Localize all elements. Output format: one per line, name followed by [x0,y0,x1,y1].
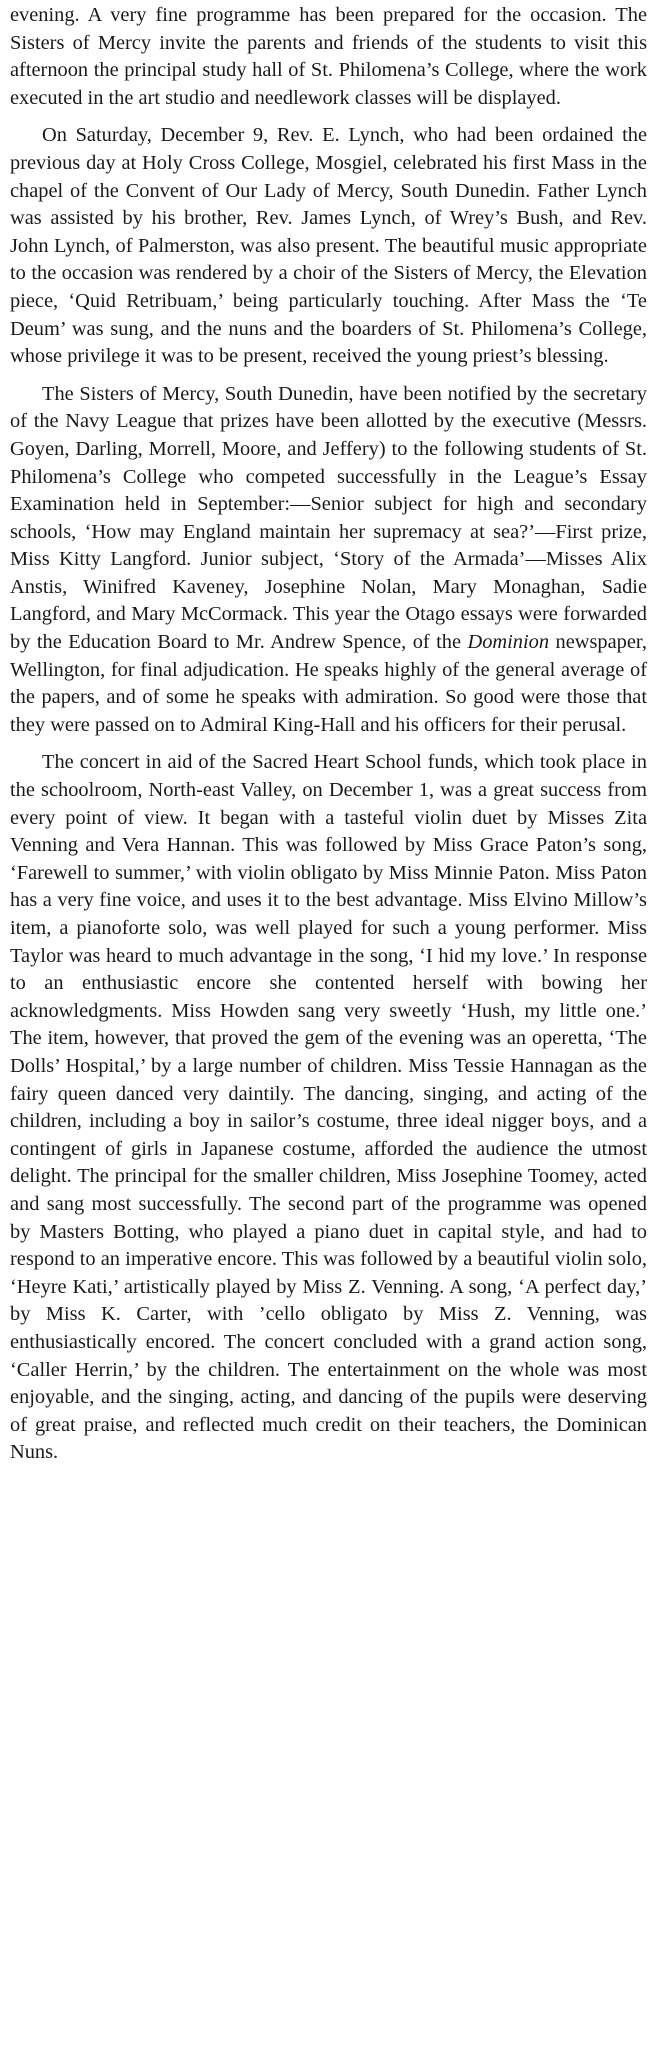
paragraph-sacred-heart-concert: The concert in aid of the Sacred Heart School funds, which took place in the schoolroom, North-east Valley, on December 1, was a great success from every point of view. It began with a tasteful violin duet by Misses Zita Venning and Vera Hannan. This was followed by Miss Grace Paton’s song, ‘Farewell to summer,’ with violin obligato by Miss Minnie Paton. Miss Paton has a very fine voice, and uses it to the best advantage. Miss Elvino Millow’s item, a pianoforte solo, was well played for such a young performer. Miss Taylor was heard to much advantage in the song, ‘I hid my love.’ In response to an enthusiastic encore she contented herself with bowing her acknowledgments. Miss Howden sang very sweetly ‘Hush, my little one.’ The item, however, that proved the gem of the evening was an operetta, ‘The Dolls’ Hospital,’ by a large number of children. Miss Tessie Hannagan as the fairy queen danced very daintily. The dancing, singing, and acting of the children, including a boy in sailor’s costume, three ideal nigger boys, and a contingent of girls in Japanese costume, afforded the audience the utmost delight. The principal for the smaller children, Miss Josephine Toomey, acted and sang most successfully. The second part of the programme was opened by Masters Botting, who played a piano duet in capital style, and had to respond to an imperative encore. This was followed by a beautiful violin solo, ‘Heyre Kati,’ artistically played by Miss Z. Venning. A song, ‘A perfect day,’ by Miss K. Carter, with ’cello obligato by Miss Z. Venning, was enthusiastically encored. The concert concluded with a grand action song, ‘Caller Herrin,’ by the children. The entertainment on the whole was most enjoyable, and the singing, acting, and dancing of the pupils were deserving of great praise, and reflected much credit on their teachers, the Dominican Nuns. [10,751,647,1464]
paragraph-continued-programme: evening. A very fine programme has been prepared for the occasion. The Sisters of Mercy invite the parents and friends of the students to visit this afternoon the principal study hall of St. Philomena’s College, where the work executed in the art studio and needlework classes will be displayed. [10,4,647,109]
paragraph-first-mass: On Saturday, December 9, Rev. E. Lynch, who had been ordained the previous day at Holy Cross College, Mosgiel, celebrated his first Mass in the chapel of the Convent of Our Lady of Mercy, South Dunedin. Father Lynch was assisted by his brother, Rev. James Lynch, of Wrey’s Bush, and Rev. John Lynch, of Palmerston, was also present. The beautiful music appropriate to the occasion was rendered by a choir of the Sisters of Mercy, the Elevation piece, ‘Quid Retribuam,’ being particularly touching. After Mass the ‘Te Deum’ was sung, and the nuns and the boarders of St. Philomena’s College, whose privilege it was to be present, received the young priest’s blessing. [10,124,647,368]
navy-league-text-after: newspaper, Wellington, for final adjudication. He speaks highly of the general average of the papers, and of some he speaks with admiration. So good were those that they were passed on to Admiral King-Hall and his officers for their perusal. [10,631,647,736]
navy-league-text-before: The Sisters of Mercy, South Dunedin, have been notified by the secretary of the Navy League that prizes have been allotted by the executive (Messrs. Goyen, Darling, Morrell, Moore, and Jeffery) to the following students of St. Philomena’s College who competed successfully in the League’s Essay Examination held in September:—Senior subject for high and secondary schools, ‘How may England maintain her supremacy at sea?’—First prize, Miss Kitty Langford. Junior subject, ‘Story of the Armada’—Misses Alix Anstis, Winifred Kaveney, Josephine Nolan, Mary Monaghan, Sadie Langford, and Mary McCormack. This year the Otago essays were forwarded by the Education Board to Mr. Andrew Spence, of the [10,382,647,654]
paragraph-navy-league-prizes [10,381,647,740]
newspaper-title-dominion: Dominion [467,631,550,654]
